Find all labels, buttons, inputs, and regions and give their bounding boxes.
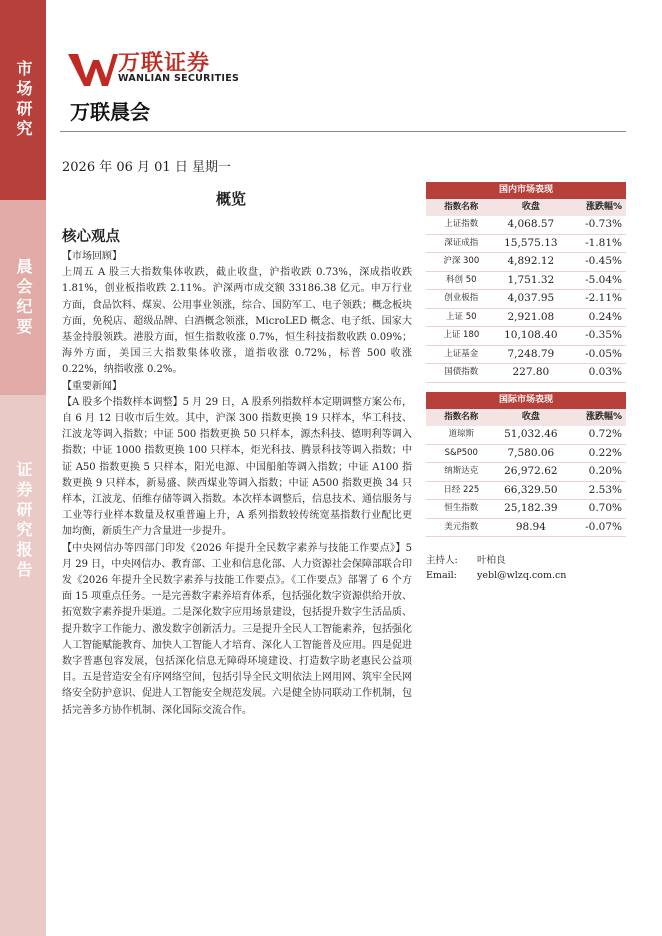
international-table-body: [426, 426, 626, 537]
col-header-change: 涨跌幅%: [585, 412, 622, 422]
report-date: 2026 年 06 月 01 日 星期一: [62, 160, 231, 175]
tag-market-review: 【市场回顾】: [62, 251, 122, 262]
index-name-cell: 纳斯达克: [444, 466, 479, 476]
text-market-review: 上周五 A 股三大指数集体收跌，截止收盘，沪指收跌 0.73%，深成指收跌 1.81%，创业板指收跌 2.11%。沪深两市成交额 33186.38 亿元。申万行业方面，食品饮料、煤炭、公用事业领涨，综合、国防军工、电子领跌；概念板块方面，免税店、超级品牌、白酒概念领涨，MicroLED 概念、电子纸、国家大基金持股领跌。港股方面，恒生指数收涨 0.7%，恒生科技指数收跌 0.09%；海外方面，美国三大指数集体收涨，道指收涨 0.72%，标普 500 收涨 0.22%，纳指收涨 0.2%。: [62, 267, 412, 376]
close-value-cell: 2,921.08: [507, 310, 555, 323]
change-pct-cell: -0.45%: [585, 255, 622, 267]
table-row: [426, 346, 626, 365]
email-value[interactable]: yebl@wlzq.com.cn: [477, 570, 567, 581]
close-value-cell: 7,580.06: [507, 446, 555, 459]
core-view-heading: 核心观点: [62, 228, 120, 245]
table-row: [426, 482, 626, 501]
close-value-cell: 25,182.39: [504, 502, 558, 514]
sidebar-label-morning: 晨会纪要: [14, 257, 33, 338]
close-value-cell: 98.94: [515, 520, 546, 533]
change-pct-cell: -0.35%: [585, 329, 622, 341]
col-header-change: 涨跌幅%: [585, 202, 622, 212]
sidebar: [0, 0, 46, 936]
table-row: [426, 272, 626, 291]
close-value-cell: 51,032.46: [504, 428, 558, 440]
index-name-cell: 科创 50: [446, 274, 477, 285]
host-label: 主持人:: [426, 555, 458, 566]
index-name-cell: 美元指数: [444, 521, 479, 532]
close-value-cell: 26,972.62: [504, 465, 558, 477]
change-pct-cell: 0.03%: [588, 366, 622, 378]
change-pct-cell: 0.72%: [588, 428, 622, 440]
index-name-cell: 上证基金: [444, 348, 479, 359]
sidebar-section-market: [0, 0, 46, 200]
close-value-cell: 1,751.32: [507, 273, 555, 286]
table-row: [426, 445, 626, 464]
paragraph-news-index: [62, 379, 412, 541]
table-row: [426, 216, 626, 235]
host-line: [426, 552, 506, 566]
host-name: 叶柏良: [477, 555, 506, 566]
table-row: [426, 290, 626, 309]
col-header-close: 收盘: [521, 202, 540, 212]
email-label: Email:: [426, 570, 457, 581]
domestic-table-body: [426, 216, 626, 383]
close-value-cell: 227.80: [512, 366, 550, 378]
table-row: [426, 500, 626, 519]
change-pct-cell: -0.07%: [585, 520, 622, 533]
close-value-cell: 15,575.13: [504, 236, 558, 249]
change-pct-cell: 0.24%: [588, 310, 622, 323]
email-line: [426, 570, 566, 581]
index-name-cell: 恒生指数: [444, 503, 479, 513]
col-header-name: 指数名称: [444, 202, 479, 212]
change-pct-cell: -0.73%: [585, 218, 622, 230]
domestic-market-table: [426, 182, 626, 383]
index-name-cell: 上证 50: [446, 311, 477, 322]
change-pct-cell: 0.70%: [588, 502, 622, 514]
international-market-table: [426, 392, 626, 537]
close-value-cell: 4,892.12: [507, 255, 555, 267]
sidebar-label-market: 市场研究: [14, 60, 33, 140]
table-row: [426, 253, 626, 272]
paragraph-market-review: [62, 249, 412, 379]
index-name-cell: 上证 180: [443, 330, 480, 340]
close-value-cell: 7,248.79: [507, 347, 555, 360]
table-row: [426, 519, 626, 538]
table-row: [426, 327, 626, 346]
sidebar-section-morning: [0, 200, 46, 395]
body-text: [62, 249, 412, 719]
table-row: [426, 426, 626, 445]
close-value-cell: 4,037.95: [507, 292, 555, 304]
domestic-table-header: [426, 199, 626, 216]
change-pct-cell: -5.04%: [585, 273, 622, 286]
change-pct-cell: 0.20%: [588, 465, 622, 477]
index-name-cell: 日经 225: [443, 484, 480, 495]
col-header-name: 指数名称: [444, 412, 479, 422]
index-name-cell: S&P500: [444, 447, 478, 458]
table-row: [426, 463, 626, 482]
table-row: [426, 235, 626, 254]
index-name-cell: 深证成指: [444, 237, 479, 248]
page-title: 万联晨会: [70, 100, 150, 124]
index-name-cell: 上证指数: [444, 219, 479, 229]
index-name-cell: 道琼斯: [448, 429, 475, 439]
sidebar-label-report: 证券研究报告: [14, 460, 33, 581]
index-name-cell: 沪深 300: [443, 256, 480, 266]
close-value-cell: 10,108.40: [504, 329, 558, 341]
change-pct-cell: 0.22%: [588, 446, 622, 459]
text-news-digital: 【中央网信办等四部门印发《2026 年提升全民数字素养与技能工作要点》】5 月 29 日，中央网信办、教育部、工业和信息化部、人力资源社会保障部联合印发《2026 年提升全民数字素养与技能工作要点》。《工作要点》部署了 6 个方面 15 项重点任务。一是完善数字素养培育体系，包括强化数字资源供给开放、拓宽数字素养提升渠道。二是深化数字应用场景建设，包括提升数字生活品质、提升数字工作能力、激发数字创新活力。三是提升全民人工智能素养，包括强化人工智能赋能教育、加快人工智能人才培育、深化人工智能普及应用。四是促进数字普惠包容发展，包括深化信息无障碍环境建设、打造数字助老惠民公益项目。五是营造安全有序网络空间，包括引导全民文明依法上网用网、筑牢全民网络安全防护意识、促进人工智能安全规范发展。六是健全协同联动工作机制，包括完善多方协作机制、深化国际交流合作。: [62, 542, 412, 716]
table-row: [426, 364, 626, 383]
header-divider: [60, 131, 626, 132]
change-pct-cell: 2.53%: [588, 483, 622, 496]
logo-cn-text: 万联证券: [118, 51, 211, 76]
overview-heading: 概览: [216, 190, 247, 208]
index-name-cell: 创业板指: [444, 293, 479, 303]
change-pct-cell: -2.11%: [585, 292, 622, 304]
sidebar-section-report: [0, 395, 46, 936]
col-header-close: 收盘: [521, 412, 540, 422]
international-table-title: 国际市场表现: [426, 392, 626, 409]
paragraph-news-digital: [62, 541, 412, 719]
domestic-table-title: 国内市场表现: [426, 182, 626, 199]
change-pct-cell: -0.05%: [585, 347, 622, 360]
logo-en-text: WANLIAN SECURITIES: [118, 73, 240, 84]
close-value-cell: 4,068.57: [507, 218, 555, 230]
text-news-index: 【A 股多个指数样本调整】5 月 29 日，A 股系列指数样本定期调整方案公布，自 6 月 12 日收市后生效。其中，沪深 300 指数更换 19 只样本，华工科技、江波龙等调入指数；中证 500 指数更换 50 只样本，源杰科技、德明利等调入指数；中证 1000 指数更换 100 只样本，炬光科技、腾景科技等调入指数；中证 A50 指数更换 5 只样本，阳光电源、中国船舶等调入指数；中证 A100 指数更换 9 只样本，新易盛、陕西煤业等调入指数；中证 A500 指数更换 34 只样本，江波龙、佰维存储等调入指数。本次样本调整后，信息技术、通信服务与工业等行业样本数量及权重普遍上升，A 系列指数较传统宽基指数行业配比更加均衡，新质生产力含量进一步提升。: [62, 396, 412, 538]
change-pct-cell: -1.81%: [585, 236, 622, 249]
international-table-header: [426, 409, 626, 426]
tag-news: 【重要新闻】: [62, 380, 122, 392]
table-row: [426, 309, 626, 328]
close-value-cell: 66,329.50: [504, 483, 558, 496]
index-name-cell: 国债指数: [444, 367, 479, 377]
